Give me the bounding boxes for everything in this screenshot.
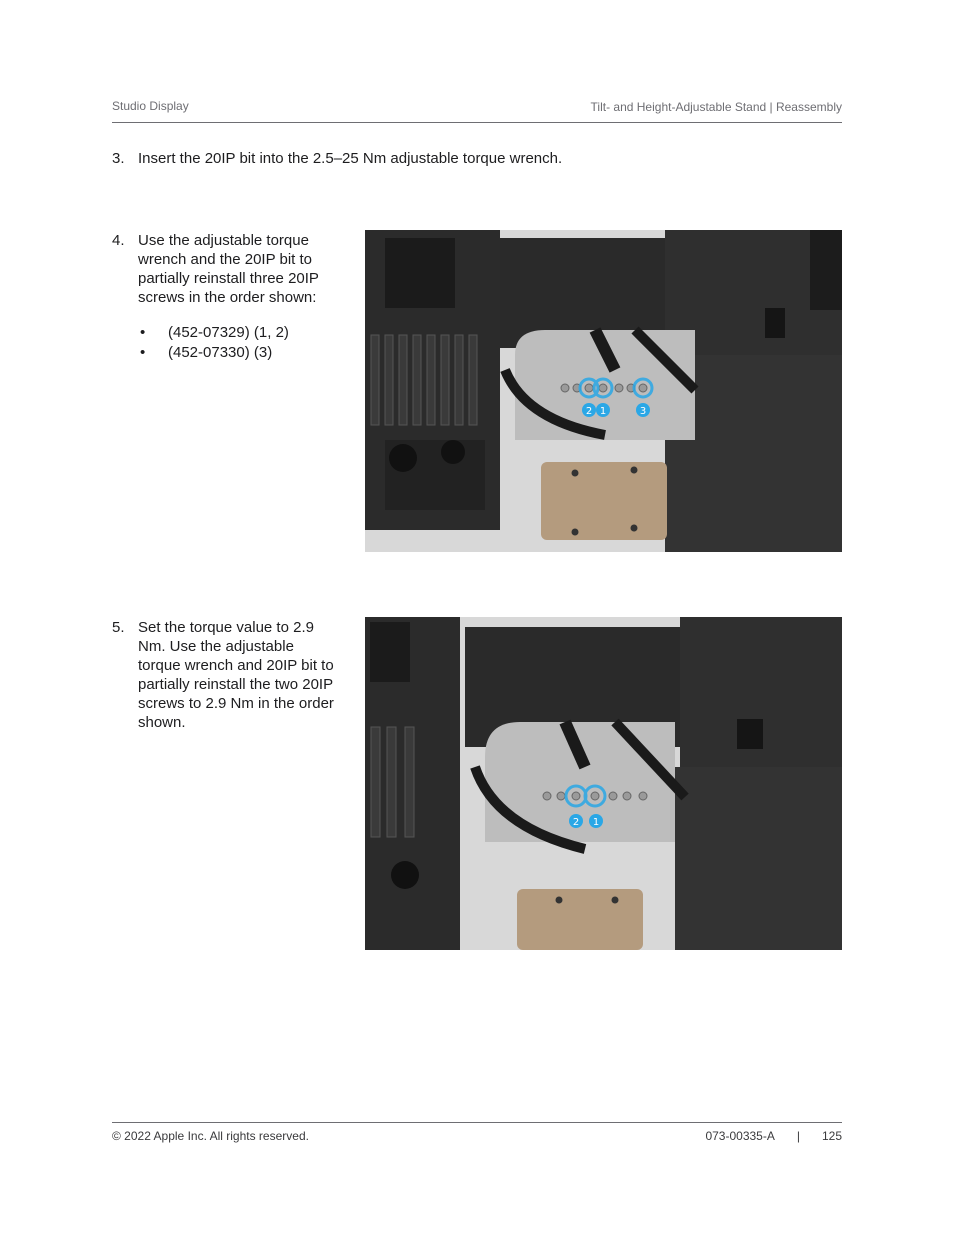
footer-page-number: 125	[821, 1129, 842, 1143]
step-text: Set the torque value to 2.9 Nm. Use the adjustable torque wrench and 20IP bit to partially reinstall the two 20IP screws to 2.9 Nm in the order shown.	[138, 619, 334, 731]
header-rule	[112, 122, 842, 123]
part-item: • (452-07329) (1, 2)	[138, 323, 334, 343]
callout-label: 1	[592, 817, 600, 828]
header-section: Tilt- and Height-Adjustable Stand | Reassembly	[590, 100, 842, 114]
footer-rule	[112, 1122, 842, 1123]
step-number: 4.	[112, 232, 125, 249]
part-list	[138, 323, 334, 363]
callout-label: 1	[599, 406, 607, 417]
callout-label: 3	[639, 406, 647, 417]
step-5-photo	[365, 617, 842, 950]
callout-label: 2	[585, 406, 593, 417]
step-text: Insert the 20IP bit into the 2.5–25 Nm adjustable torque wrench.	[138, 150, 563, 167]
footer-info	[705, 1129, 842, 1143]
step-4	[112, 231, 334, 363]
step-number: 3.	[112, 150, 125, 167]
footer-doc-number: 073-00335-A	[705, 1129, 775, 1143]
footer-copyright: © 2022 Apple Inc. All rights reserved.	[112, 1129, 309, 1143]
step-3	[112, 150, 562, 167]
step-text: Use the adjustable torque wrench and the 20IP bit to partially reinstall three 20IP screws in the order shown:	[138, 232, 319, 306]
step-4-photo	[365, 230, 842, 552]
header-product: Studio Display	[112, 99, 189, 113]
step-number: 5.	[112, 619, 125, 636]
circuit-board-image	[365, 230, 842, 552]
circuit-board-image	[365, 617, 842, 950]
callout-label: 2	[572, 817, 580, 828]
part-item: • (452-07330) (3)	[138, 343, 334, 363]
footer-separator: |	[796, 1129, 800, 1143]
step-5	[112, 618, 334, 732]
